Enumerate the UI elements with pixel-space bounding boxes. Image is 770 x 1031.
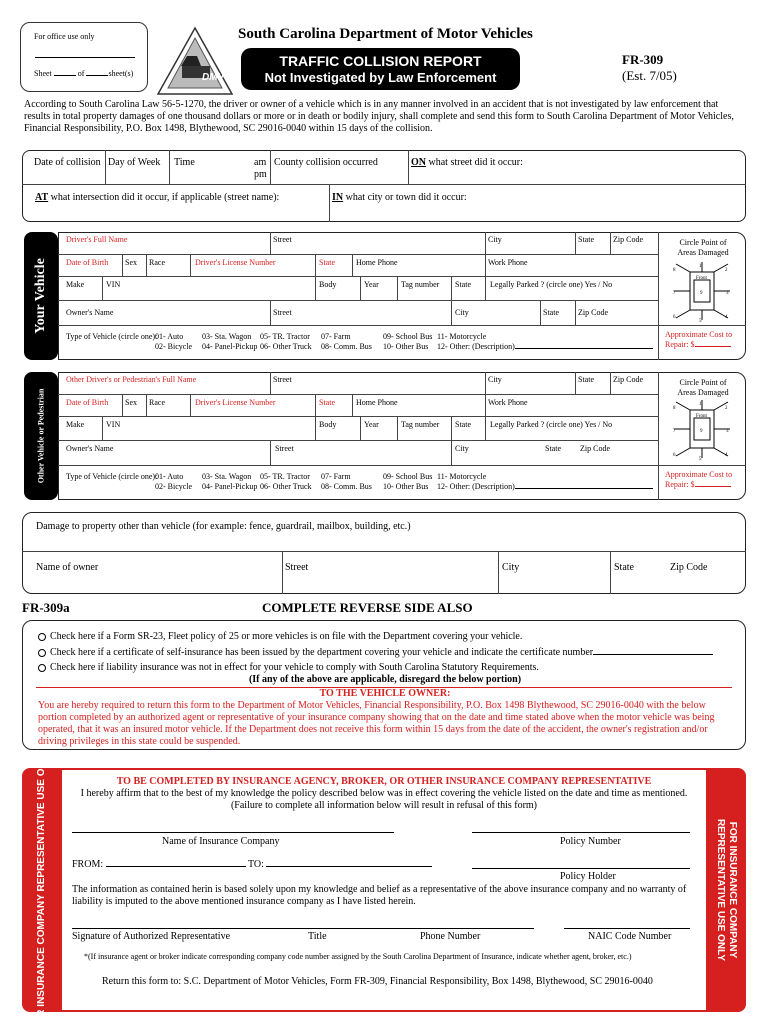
yv-city-field[interactable]: City xyxy=(488,235,502,244)
intro-text: According to South Carolina Law 56-5-1270, the driver or owner of a vehicle which is in any manner involved in an accident that is not investigated by law enforcement that results in total property damages of one thousand dollars or more or in death or bodily injury, shall complete and send this form to South Carolina Department of Motor Vehicles, Financial Responsibility, P.O. Box 1498, Blythewood, SC 29016-0040 within 15 days of the collision. xyxy=(24,99,734,134)
insurance-failure-note: (Failure to complete all information below will result in refusal of this form) xyxy=(230,800,538,811)
ov-owner-name-field[interactable]: Owner's Name xyxy=(66,444,114,453)
ov-race-field[interactable]: Race xyxy=(149,398,165,407)
svg-text:8: 8 xyxy=(673,406,676,411)
svg-text:6: 6 xyxy=(673,453,676,458)
yv-state-field[interactable]: State xyxy=(578,235,594,244)
yv-street-field[interactable]: Street xyxy=(273,235,292,244)
yv-tag-field[interactable]: Tag number xyxy=(401,280,440,289)
ov-state-field[interactable]: State xyxy=(578,375,594,384)
yv-owner-zip-field[interactable]: Zip Code xyxy=(578,308,608,317)
ov-owner-street-field[interactable]: Street xyxy=(275,444,294,453)
yv-owner-street-field[interactable]: Street xyxy=(273,308,292,317)
date-of-collision-field[interactable]: Date of collision xyxy=(34,157,101,168)
svg-text:4: 4 xyxy=(725,453,728,458)
owner-instructions: You are hereby required to return this form to the Department of Motor Vehicles, Financial Responsibility, P.O. Box 1498 Blythewood, SC 29016-0040 with the below portion completed by an authorized agent or representative of your insurance company showing that on the date and time stated above when the motor vehicle was being operated, that it was an insured motor vehicle. If the Department does not receive this form within 15 days from the date of the accident, the owner's registration and/or driving privileges in this state could be suspended. xyxy=(38,700,715,747)
at-intersection-field[interactable]: AT what intersection did it occur, if applicable (street name): xyxy=(35,192,280,203)
rep-phone-field[interactable]: Phone Number xyxy=(420,931,481,942)
svg-text:3: 3 xyxy=(726,429,729,434)
ov-tag-field[interactable]: Tag number xyxy=(401,420,440,429)
ov-approx-cost[interactable]: Approximate Cost to Repair: $ xyxy=(665,470,733,489)
ov-dob-field[interactable]: Date of Birth xyxy=(66,398,109,407)
ov-tag-state-field[interactable]: State xyxy=(455,420,471,429)
to-owner-heading: TO THE VEHICLE OWNER: xyxy=(319,688,451,699)
ov-license-field[interactable]: Driver's License Number xyxy=(195,398,276,407)
insurance-company-field[interactable]: Name of Insurance Company xyxy=(162,836,280,847)
yv-owner-city-field[interactable]: City xyxy=(455,308,469,317)
svg-text:3: 3 xyxy=(726,291,729,296)
complete-reverse-notice: COMPLETE REVERSE SIDE ALSO xyxy=(262,600,473,615)
policy-period-fields[interactable]: FROM: TO: xyxy=(72,859,432,870)
ov-work-phone-field[interactable]: Work Phone xyxy=(488,398,528,407)
ov-sex-field[interactable]: Sex xyxy=(125,398,137,407)
ov-owner-city-field[interactable]: City xyxy=(455,444,469,453)
property-city-field[interactable]: City xyxy=(502,562,520,573)
in-city-field[interactable]: IN what city or town did it occur: xyxy=(332,192,467,203)
your-vehicle-tab: Your Vehicle xyxy=(24,232,58,360)
yv-race-field[interactable]: Race xyxy=(149,258,165,267)
yv-tag-state-field[interactable]: State xyxy=(455,280,471,289)
yv-make-field[interactable]: Make xyxy=(66,280,85,289)
ov-body-field[interactable]: Body xyxy=(319,420,337,429)
pm-option[interactable]: pm xyxy=(254,169,267,180)
svg-text:6: 6 xyxy=(673,315,676,320)
ov-street-field[interactable]: Street xyxy=(273,375,292,384)
svg-text:5: 5 xyxy=(699,319,702,322)
report-subtitle: Not Investigated by Law Enforcement xyxy=(264,70,497,85)
insurance-side-right: FOR INSURANCE COMPANY REPRESENTATIVE USE ONLY xyxy=(706,768,746,1012)
logo-text: DMV xyxy=(202,72,225,83)
policy-number-field[interactable]: Policy Number xyxy=(560,836,621,847)
policy-holder-field[interactable]: Policy Holder xyxy=(560,871,616,882)
form-est: (Est. 7/05) xyxy=(622,68,677,83)
property-state-field[interactable]: State xyxy=(614,562,634,573)
fr309a-code: FR-309a xyxy=(22,600,70,615)
office-use-box xyxy=(20,22,148,92)
svg-text:4: 4 xyxy=(725,315,728,320)
naic-code-field[interactable]: NAIC Code Number xyxy=(588,931,672,942)
ov-license-state-field[interactable]: State xyxy=(319,398,335,407)
insurance-footnote: *(If insurance agent or broker indicate corresponding company code number assigned by the South Carolina Department of Insurance, indicate whether agent, broker, etc.) xyxy=(84,952,632,961)
dept-title: South Carolina Department of Motor Vehicles xyxy=(238,26,533,42)
other-vehicle-tab: Other Vehicle or Pedestrian xyxy=(24,372,58,500)
svg-text:9: 9 xyxy=(700,291,703,296)
svg-text:1: 1 xyxy=(699,264,702,269)
svg-text:2: 2 xyxy=(725,406,728,411)
insurance-heading: TO BE COMPLETED BY INSURANCE AGENCY, BROKER, OR OTHER INSURANCE COMPANY REPRESENTATIVE xyxy=(116,776,652,787)
yv-dob-field[interactable]: Date of Birth xyxy=(66,258,109,267)
rep-title-field[interactable]: Title xyxy=(308,931,327,942)
yv-license-field[interactable]: Driver's License Number xyxy=(195,258,276,267)
svg-text:2: 2 xyxy=(725,268,728,273)
on-street-field[interactable]: ON what street did it occur: xyxy=(411,157,523,168)
sheet-count: Sheet of sheet(s) xyxy=(34,69,134,78)
office-use-line xyxy=(35,57,135,58)
svg-text:7: 7 xyxy=(673,429,676,434)
svg-text:Front: Front xyxy=(696,276,707,281)
report-title-banner xyxy=(241,48,520,90)
ov-circle-label: Circle Point of Areas Damaged xyxy=(677,378,729,397)
ov-owner-state-field[interactable]: State xyxy=(545,444,561,453)
yv-work-phone-field[interactable]: Work Phone xyxy=(488,258,528,267)
yv-approx-cost[interactable]: Approximate Cost to Repair: $ xyxy=(665,330,733,349)
ov-vin-field[interactable]: VIN xyxy=(106,420,121,429)
svg-text:8: 8 xyxy=(673,268,676,273)
return-address: Return this form to: S.C. Department of Motor Vehicles, Form FR-309, Financial Responsibility, Box 1498, Blythewood, SC 29016-0040 xyxy=(102,976,653,987)
sr23-checkbox[interactable]: Check here if a Form SR-23, Fleet policy of 25 or more vehicles is on file with the Department covering your vehicle. xyxy=(38,631,522,642)
ov-city-field[interactable]: City xyxy=(488,375,502,384)
time-field[interactable]: Time xyxy=(174,157,195,168)
signature-field[interactable]: Signature of Authorized Representative xyxy=(72,931,231,942)
yv-owner-name-field[interactable]: Owner's Name xyxy=(66,308,114,317)
svg-text:Front: Front xyxy=(696,414,707,419)
ov-owner-zip-field[interactable]: Zip Code xyxy=(580,444,610,453)
property-owner-field[interactable]: Name of owner xyxy=(36,562,99,573)
yv-year-field[interactable]: Year xyxy=(364,280,379,289)
yv-body-field[interactable]: Body xyxy=(319,280,337,289)
yv-vin-field[interactable]: VIN xyxy=(106,280,121,289)
svg-text:9: 9 xyxy=(700,429,703,434)
ov-driver-name-field[interactable]: Other Driver's or Pedestrian's Full Name xyxy=(66,375,197,384)
form-number: FR-309 xyxy=(622,52,664,67)
ov-home-phone-field[interactable]: Home Phone xyxy=(356,398,398,407)
day-of-week-field[interactable]: Day of Week xyxy=(108,157,161,168)
yv-circle-label: Circle Point of Areas Damaged xyxy=(677,238,729,257)
disregard-note: (If any of the above are applicable, disregard the below portion) xyxy=(248,674,522,685)
yv-license-state-field[interactable]: State xyxy=(319,258,335,267)
yv-zip-field[interactable]: Zip Code xyxy=(613,235,643,244)
svg-text:1: 1 xyxy=(699,402,702,407)
county-field[interactable]: County collision occurred xyxy=(274,157,378,168)
office-use-label: For office use only xyxy=(34,32,95,41)
report-title: TRAFFIC COLLISION REPORT xyxy=(279,53,482,69)
yv-parked-field[interactable]: Legally Parked ? (circle one) Yes / No xyxy=(490,280,613,289)
yv-owner-state-field[interactable]: State xyxy=(543,308,559,317)
ov-parked-field[interactable]: Legally Parked ? (circle one) Yes / No xyxy=(490,420,613,429)
ov-zip-field[interactable]: Zip Code xyxy=(613,375,643,384)
property-zip-field[interactable]: Zip Code xyxy=(670,562,708,573)
ov-damage-diagram[interactable] xyxy=(672,398,732,460)
yv-sex-field[interactable]: Sex xyxy=(125,258,137,267)
insurance-affirm: I hereby affirm that to the best of my knowledge the policy described below was in effect covering the vehicle listed on the date and time as mentioned. xyxy=(80,788,688,799)
svg-text:7: 7 xyxy=(673,291,676,296)
am-option[interactable]: am xyxy=(254,157,267,168)
no-liability-checkbox[interactable]: Check here if liability insurance was not in effect for your vehicle to comply with South Carolina Statutory Requirements. xyxy=(38,662,539,673)
property-street-field[interactable]: Street xyxy=(285,562,309,573)
yv-damage-diagram[interactable] xyxy=(672,260,732,322)
ov-vehicle-type[interactable]: Type of Vehicle (circle one): 01- Auto 02- Bicycle 03- Sta. Wagon 04- Panel-Pickup 05- TR. Tractor 06- Other Truck 07- Farm 08- Comm. Bus 09- School Bus 10- Other Bus 11- Motorcycle 12- Other: (Description) xyxy=(66,471,656,493)
ov-year-field[interactable]: Year xyxy=(364,420,379,429)
yv-driver-name-field[interactable]: Driver's Full Name xyxy=(66,235,128,244)
insurance-info-text: The information as contained herin is based solely upon my knowledge and belief as a representative of the above insurance company and no warranty of liability is imputed to the above mentioned insurance company as I have listed herein. xyxy=(72,884,687,907)
insurance-side-left: FOR INSURANCE COMPANY REPRESENTATIVE USE ONLY xyxy=(22,768,62,1012)
ov-make-field[interactable]: Make xyxy=(66,420,85,429)
yv-vehicle-type[interactable]: Type of Vehicle (circle one): 01- Auto 02- Bicycle 03- Sta. Wagon 04- Panel-Pickup 05- TR. Tractor 06- Other Truck 07- Farm 08- Comm. Bus 09- School Bus 10- Other Bus 11- Motorcycle 12- Other: (Description) xyxy=(66,331,656,353)
dmv-logo xyxy=(156,26,234,98)
self-insurance-checkbox[interactable]: Check here if a certificate of self-insurance has been issued by the department covering your vehicle and indicate the certificate number xyxy=(38,647,713,658)
svg-text:5: 5 xyxy=(699,457,702,460)
property-damage-field[interactable]: Damage to property other than vehicle (for example: fence, guardrail, mailbox, building, etc.) xyxy=(36,521,411,532)
yv-home-phone-field[interactable]: Home Phone xyxy=(356,258,398,267)
